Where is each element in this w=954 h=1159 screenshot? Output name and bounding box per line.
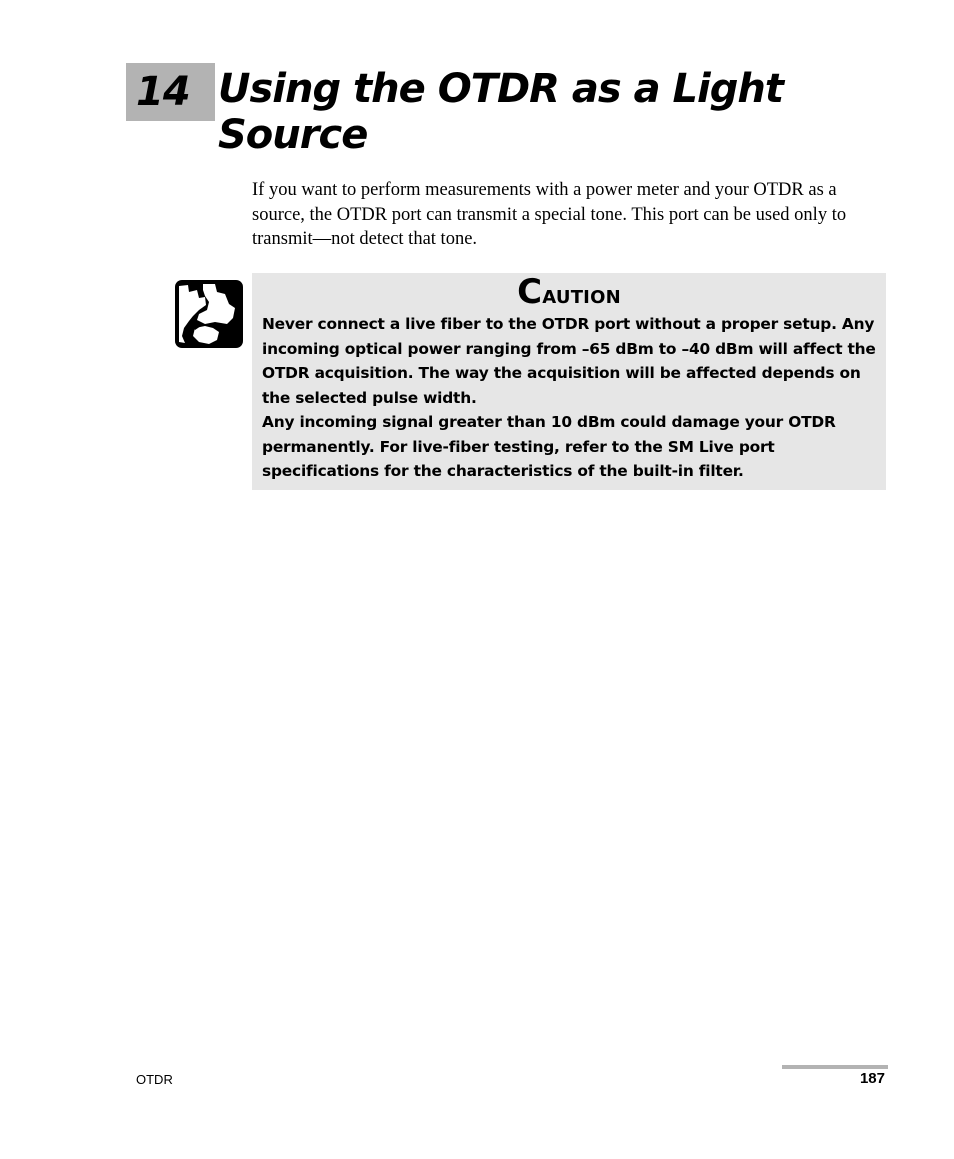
chapter-title: Using the OTDR as a Light Source [218, 66, 783, 158]
caution-text [262, 312, 882, 484]
intro-paragraph: If you want to perform measurements with a power meter and your OTDR as a source, the OTDR port can transmit a special tone. This port can be used only to transmit—not detect that tone. [252, 180, 847, 249]
caution-box [252, 273, 886, 490]
caution-hand-icon [175, 280, 243, 348]
caution-paragraph: Never connect a live fiber to the OTDR port without a proper setup. Any incoming optical power ranging from –65 dBm to –40 dBm will affect the OTDR acquisition. The way the acquisition will be affected depends on the selected pulse width. [262, 315, 876, 407]
footer-rule [782, 1065, 888, 1069]
caution-heading-initial: C [517, 272, 543, 312]
page-number: 187 [859, 1070, 885, 1087]
footer-product-name: OTDR [136, 1072, 173, 1087]
chapter-number: 14 [136, 69, 190, 115]
caution-heading-rest: aution [542, 280, 621, 309]
caution-heading [252, 272, 886, 312]
caution-paragraph: Any incoming signal greater than 10 dBm could damage your OTDR permanently. For live-fiber testing, refer to the SM Live port specifications for the characteristics of the built-in filter. [262, 413, 836, 480]
